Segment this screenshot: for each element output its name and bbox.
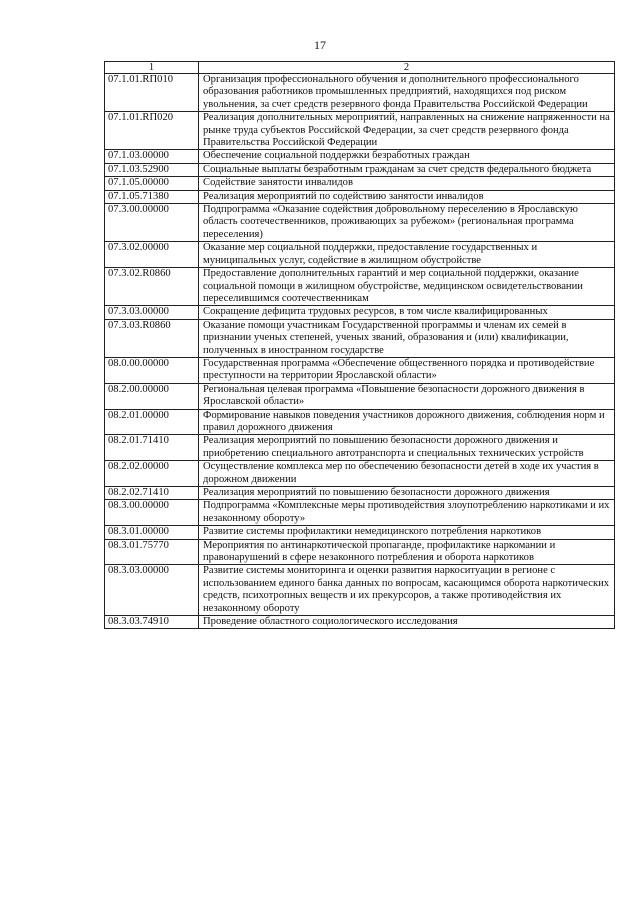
row-description-cell: Развитие системы мониторинга и оценки развития наркоситуации в регионе с использованием единого банка данных по вопросам, касающимся оборота наркотических средств, психотропных веществ и их прекурсоров, а также противодействия их незаконному обороту [199,565,615,616]
table-row [105,268,615,306]
row-description-cell: Содействие занятости инвалидов [199,177,615,190]
row-code-cell: 07.1.01.RП010 [105,74,199,112]
row-code-cell: 07.3.00.00000 [105,204,199,242]
row-code-cell: 07.1.01.RП020 [105,112,199,150]
table-row [105,112,615,150]
row-description-cell: Оказание помощи участникам Государственной программы и членам их семей в признании ученых степеней, ученых званий, образования и (или) квалификации, полученных в иностранном государстве [199,319,615,357]
row-code-cell: 07.3.02.00000 [105,242,199,268]
row-code-cell: 07.3.02.R0860 [105,268,199,306]
table-row [105,204,615,242]
table-row [105,306,615,319]
table-row [105,409,615,435]
table-row [105,319,615,357]
table-row [105,163,615,176]
row-code-cell: 08.2.01.00000 [105,409,199,435]
row-code-cell: 08.3.01.00000 [105,526,199,539]
table-row [105,500,615,526]
row-description-cell: Сокращение дефицита трудовых ресурсов, в том числе квалифицированных [199,306,615,319]
row-description-cell: Оказание мер социальной поддержки, предоставление государственных и муниципальных услуг, содействие в жилищном обустройстве [199,242,615,268]
row-code-cell: 08.0.00.00000 [105,357,199,383]
row-description-cell: Обеспечение социальной поддержки безработных граждан [199,150,615,163]
row-description-cell: Подпрограмма «Оказание содействия добровольному переселению в Ярославскую область соотечественников, проживающих за рубежом» (региональная программа переселения) [199,204,615,242]
row-code-cell: 08.3.01.75770 [105,539,199,565]
table-row [105,190,615,203]
row-description-cell: Осуществление комплекса мер по обеспечению безопасности детей в ходе их участия в дорожном движении [199,461,615,487]
table-header-row [105,62,615,74]
row-description-cell: Государственная программа «Обеспечение общественного порядка и противодействие преступности на территории Ярославской области» [199,357,615,383]
table-row [105,616,615,629]
row-code-cell: 08.2.02.71410 [105,487,199,500]
row-code-cell: 07.1.03.00000 [105,150,199,163]
row-code-cell: 07.1.05.71380 [105,190,199,203]
table-row [105,565,615,616]
table-body [105,74,615,629]
row-description-cell: Реализация мероприятий по повышению безопасности дорожного движения [199,487,615,500]
page-number: 17 [314,38,326,52]
table-row [105,526,615,539]
column-header-code: 1 [105,62,199,74]
row-description-cell: Реализация мероприятий по повышению безопасности дорожного движения и приобретению специального автотранспорта и специальных технических устройств [199,435,615,461]
table-row [105,357,615,383]
table-row [105,242,615,268]
row-code-cell: 07.3.03.00000 [105,306,199,319]
row-description-cell: Мероприятия по антинаркотической пропаганде, профилактике наркомании и правонарушений в сфере незаконного потребления и оборота наркотиков [199,539,615,565]
row-description-cell: Организация профессионального обучения и дополнительного профессионального образования работников промышленных предприятий, находящихся под риском увольнения, за счет средств резервного фонда Правительства Российской Федерации [199,74,615,112]
table-row [105,177,615,190]
row-description-cell: Предоставление дополнительных гарантий и мер социальной поддержки, оказание социальной помощи в жилищном обустройстве, медицинском освидетельствовании переселившимся соотечественникам [199,268,615,306]
table-row [105,435,615,461]
table-row [105,487,615,500]
row-code-cell: 08.3.03.74910 [105,616,199,629]
table-row [105,74,615,112]
row-description-cell: Формирование навыков поведения участников дорожного движения, соблюдения норм и правил дорожного движения [199,409,615,435]
row-description-cell: Проведение областного социологического исследования [199,616,615,629]
row-code-cell: 07.3.03.R0860 [105,319,199,357]
column-header-description: 2 [199,62,615,74]
row-description-cell: Реализация мероприятий по содействию занятости инвалидов [199,190,615,203]
table-row [105,383,615,409]
row-code-cell: 07.1.05.00000 [105,177,199,190]
row-description-cell: Региональная целевая программа «Повышение безопасности дорожного движения в Ярославской области» [199,383,615,409]
row-code-cell: 08.2.01.71410 [105,435,199,461]
row-description-cell: Социальные выплаты безработным гражданам за счет средств федерального бюджета [199,163,615,176]
table-row [105,539,615,565]
table-row [105,461,615,487]
row-description-cell: Подпрограмма «Комплексные меры противодействия злоупотреблению наркотиками и их незаконному обороту» [199,500,615,526]
row-code-cell: 08.3.03.00000 [105,565,199,616]
row-code-cell: 08.3.00.00000 [105,500,199,526]
table-row [105,150,615,163]
row-code-cell: 07.1.03.52900 [105,163,199,176]
row-description-cell: Развитие системы профилактики немедицинского потребления наркотиков [199,526,615,539]
row-code-cell: 08.2.00.00000 [105,383,199,409]
row-code-cell: 08.2.02.00000 [105,461,199,487]
row-description-cell: Реализация дополнительных мероприятий, направленных на снижение напряженности на рынке труда субъектов Российской Федерации, за счет средств резервного фонда Правительства Российской Федерации [199,112,615,150]
budget-codes-table [104,61,615,629]
